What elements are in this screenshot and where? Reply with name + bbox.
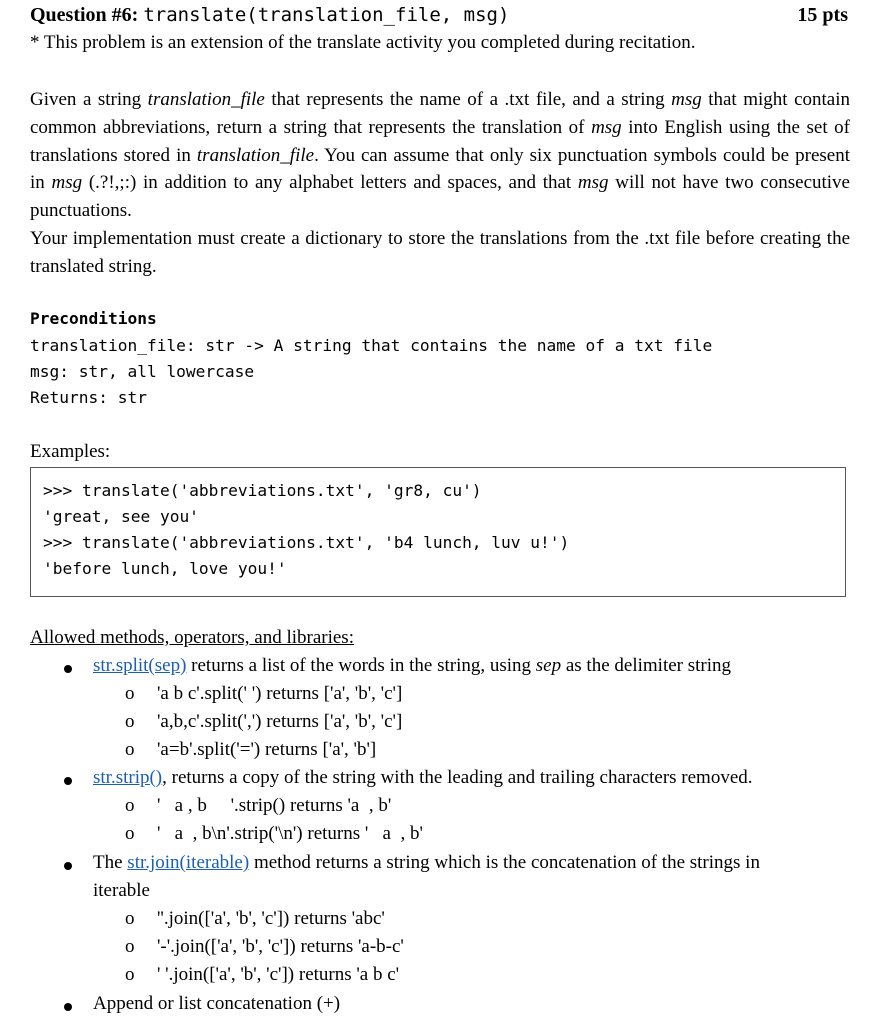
- circle-bullet-icon: o: [125, 908, 135, 929]
- examples-box: [30, 467, 846, 597]
- preconditions-title: Preconditions: [30, 309, 157, 328]
- recitation-note: * This problem is an extension of the translate activity you completed during recitation.: [30, 32, 696, 53]
- circle-bullet-icon: o: [125, 795, 135, 816]
- examples-label: Examples:: [30, 441, 111, 462]
- str-strip-link[interactable]: str.strip(): [93, 767, 163, 788]
- question-heading: [30, 4, 509, 27]
- bullet-icon: [64, 777, 72, 785]
- implementation-requirement: Your implementation must create a dictionary to store the translations from the .txt file before creating the translated string.: [30, 228, 850, 277]
- bullet-icon: [64, 1003, 72, 1011]
- example-line: >>> translate('abbreviations.txt', 'gr8, cu'): [43, 481, 482, 500]
- split-item: str.split(sep) returns a list of the words in the string, using sep as the delimiter string: [93, 655, 732, 676]
- circle-bullet-icon: o: [125, 823, 135, 844]
- split-example: 'a=b'.split('=') returns ['a', 'b']: [157, 739, 377, 760]
- str-join-link[interactable]: str.join(iterable): [127, 852, 250, 873]
- append-item: Append or list concatenation (+): [93, 993, 341, 1014]
- question-label: Question #6:: [30, 4, 139, 26]
- points-label: 15 pts: [797, 4, 848, 26]
- example-line: 'before lunch, love you!': [43, 559, 287, 578]
- strip-example: ' a , b '.strip() returns 'a , b': [157, 795, 392, 816]
- circle-bullet-icon: o: [125, 936, 135, 957]
- join-example: ''.join(['a', 'b', 'c']) returns 'abc': [157, 908, 385, 929]
- split-example: 'a b c'.split(' ') returns ['a', 'b', 'c']: [157, 683, 403, 704]
- description-paragraph: Given a string translation_file that represents the name of a .txt file, and a string msg that might contain common abbreviations, return a string that represents the translation of msg into English using the set of translations stored in translation_file. You can assume that only six punctuation symbols could be present in msg (.?!,;:) in addition to any alphabet letters and spaces, and that msg will not have two consecutive punctuations.: [30, 89, 851, 222]
- circle-bullet-icon: o: [125, 739, 135, 760]
- allowed-title: Allowed methods, operators, and libraries:: [30, 627, 354, 648]
- join-example: ' '.join(['a', 'b', 'c']) returns 'a b c': [157, 964, 400, 985]
- str-split-link[interactable]: str.split(sep): [93, 655, 187, 676]
- precondition-line-1: translation_file: str -> A string that contains the name of a txt file: [30, 336, 713, 355]
- join-example: '-'.join(['a', 'b', 'c']) returns 'a-b-c': [157, 936, 404, 957]
- example-line: >>> translate('abbreviations.txt', 'b4 lunch, luv u!'): [43, 533, 570, 552]
- split-example: 'a,b,c'.split(',') returns ['a', 'b', 'c']: [157, 711, 403, 732]
- bullet-icon: [64, 665, 72, 673]
- bullet-icon: [64, 862, 72, 870]
- circle-bullet-icon: o: [125, 683, 135, 704]
- precondition-line-3: Returns: str: [30, 388, 147, 407]
- strip-item: str.strip(), returns a copy of the string with the leading and trailing characters removed.: [93, 767, 753, 788]
- strip-example: ' a , b\n'.strip('\n') returns ' a , b': [157, 823, 423, 844]
- circle-bullet-icon: o: [125, 711, 135, 732]
- precondition-line-2: msg: str, all lowercase: [30, 362, 255, 381]
- join-item-continuation: iterable: [93, 880, 150, 901]
- function-signature: translate(translation_file, msg): [143, 4, 510, 26]
- join-item: The str.join(iterable) method returns a string which is the concatenation of the strings in: [93, 852, 760, 873]
- example-line: 'great, see you': [43, 507, 199, 526]
- circle-bullet-icon: o: [125, 964, 135, 985]
